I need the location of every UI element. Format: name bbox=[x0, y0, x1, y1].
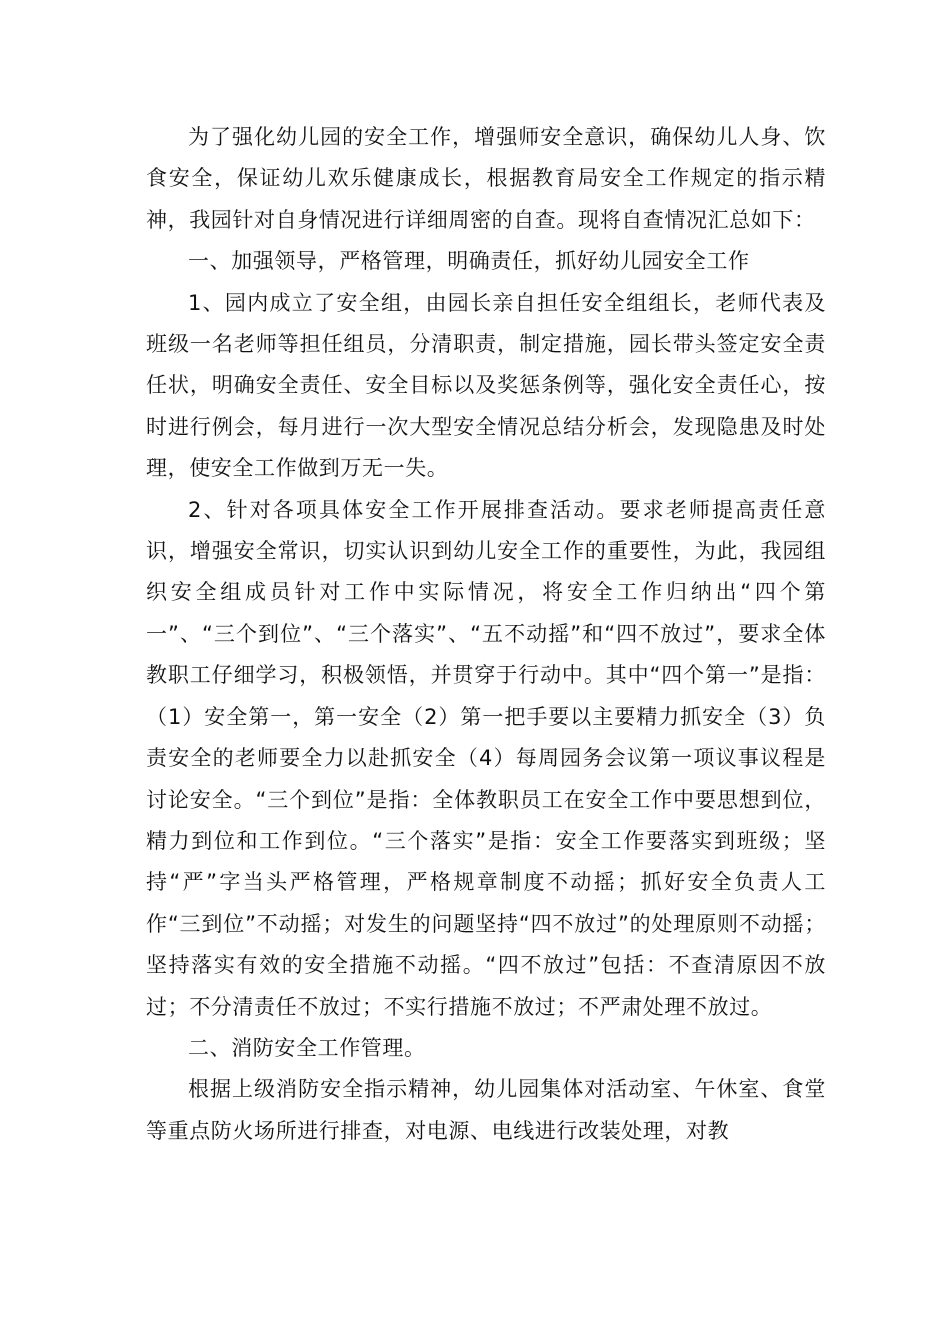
document-page bbox=[146, 117, 826, 1152]
item-paragraph-1: 1、园内成立了安全组，由园长亲自担任安全组组长，老师代表及班级一名老师等担任组员，分清职责，制定措施，园长带头签定安全责任状，明确安全责任、安全目标以及奖惩条例等，强化安全责任心，按时进行例会，每月进行一次大型安全情况总结分析会，发现隐患及时处理，使安全工作做到万无一失。 bbox=[146, 290, 826, 481]
intro-paragraph: 为了强化幼儿园的安全工作，增强师安全意识，确保幼儿人身、饮食安全，保证幼儿欢乐健康成长，根据教育局安全工作规定的指示精神，我园针对自身情况进行详细周密的自查。现将自查情况汇总如下： bbox=[146, 125, 826, 232]
section-heading-2: 二、消防安全工作管理。 bbox=[188, 1035, 426, 1060]
item-paragraph-2: 2、针对各项具体安全工作开展排查活动。要求老师提高责任意识，增强安全常识，切实认识到幼儿安全工作的重要性，为此，我园组织安全组成员针对工作中实际情况，将安全工作归纳出“四个第一”、“三个到位”、“三个落实”、“五不动摇”和“四不放过”，要求全体教职工仔细学习，积极领悟，并贯穿于行动中。其中“四个第一”是指：（1）安全第一，第一安全（2）第一把手要以主要精力抓安全（3）负责安全的老师要全力以赴抓安全（4）每周园务会议第一项议事议程是讨论安全。“三个到位”是指：全体教职员工在安全工作中要思想到位，精力到位和工作到位。“三个落实”是指：安全工作要落实到班级；坚持“严”字当头严格管理，严格规章制度不动摇；抓好安全负责人工作“三到位”不动摇；对发生的问题坚持“四不放过”的处理原则不动摇；坚持落实有效的安全措施不动摇。“四不放过”包括：不查清原因不放过；不分清责任不放过；不实行措施不放过；不严肃处理不放过。 bbox=[146, 497, 826, 1019]
section-heading-1: 一、加强领导，严格管理，明确责任，抓好幼儿园安全工作 bbox=[188, 249, 750, 274]
fire-safety-paragraph: 根据上级消防安全指示精神，幼儿园集体对活动室、午休室、食堂等重点防火场所进行排查，对电源、电线进行改装处理，对教 bbox=[146, 1077, 826, 1143]
